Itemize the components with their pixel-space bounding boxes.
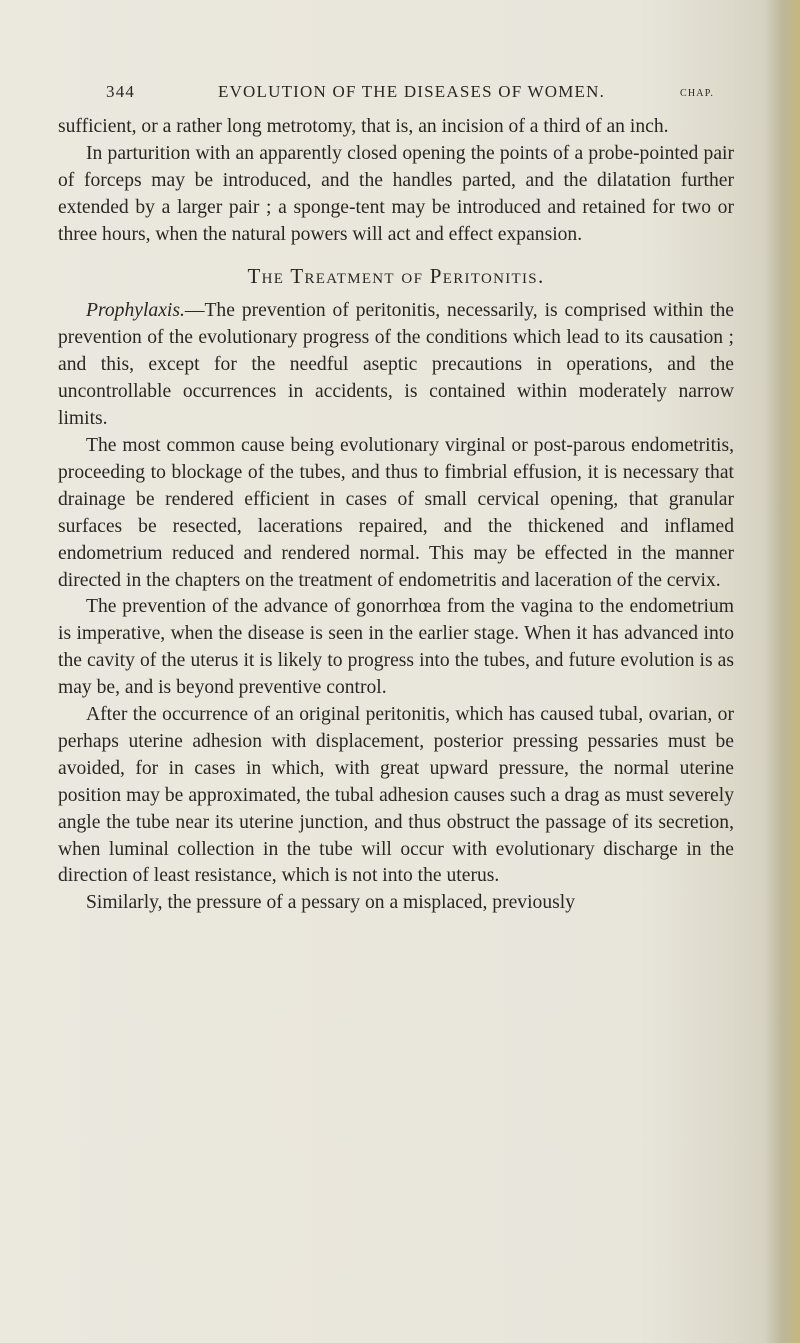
prophylaxis-subhead: Prophylaxis.	[86, 300, 185, 322]
prophylaxis-text: —The prevention of peritonitis, necessarily, is comprised within the prevention of the evolutionary progress of the conditions which lead to its causation ; and this, except for the needful aseptic precautions in operations, and the uncontrollable occurrences in accidents, is contained within moderately narrow limits.	[58, 300, 734, 430]
chapter-label: CHAP.	[680, 88, 715, 99]
paragraph-parturition: In parturition with an apparently closed opening the points of a probe-pointed pair of forceps may be introduced, and the handles parted, and the dilatation further extended by a larger pair ; a sponge-tent may be introduced and retained for two or three hours, when the natural powers will act and effect expansion.	[58, 142, 734, 245]
page-edge-shadow	[764, 0, 800, 1343]
running-head	[106, 82, 746, 112]
page-number: 344	[106, 82, 136, 101]
paragraph-similarly: Similarly, the pressure of a pessary on a misplaced, previously	[86, 892, 575, 914]
body-text	[58, 114, 734, 917]
paragraph-continuation: sufficient, or a rather long metrotomy, that is, an incision of a third of an inch.	[58, 116, 669, 137]
section-heading: The Treatment of Peritonitis.	[247, 263, 545, 288]
paragraph-pessaries: After the occurrence of an original peritonitis, which has caused tubal, ovarian, or perhaps uterine adhesion with displacement, posterior pressing pessaries must be avoided, for in cases in which, with great upward pressure, the normal uterine position may be approximated, the tubal adhesion causes such a drag as must severely angle the tube near its uterine junction, and thus obstruct the passage of its secretion, when luminal collection in the tube will occur with evolutionary discharge in the direction of least resistance, which is not into the uterus.	[58, 704, 734, 887]
running-title: EVOLUTION OF THE DISEASES OF WOMEN.	[218, 82, 606, 101]
paragraph-common-cause: The most common cause being evolutionary virginal or post-parous endometritis, proceeding to blockage of the tubes, and thus to fimbrial effusion, it is necessary that drainage be rendered efficient in cases of small cervical opening, that granular surfaces be resected, lacerations repaired, and the thickened and inflamed endometrium reduced and rendered normal. This may be effected in the manner directed in the chapters on the treatment of endometritis and laceration of the cervix.	[58, 434, 734, 591]
paragraph-gonorrhoea: The prevention of the advance of gonorrhœa from the vagina to the endometrium is imperative, when the disease is seen in the earlier stage. When it has advanced into the cavity of the uterus it is likely to progress into the tubes, and future evolution is as may be, and is beyond preventive control.	[58, 596, 734, 699]
paragraph-prophylaxis	[58, 298, 734, 433]
